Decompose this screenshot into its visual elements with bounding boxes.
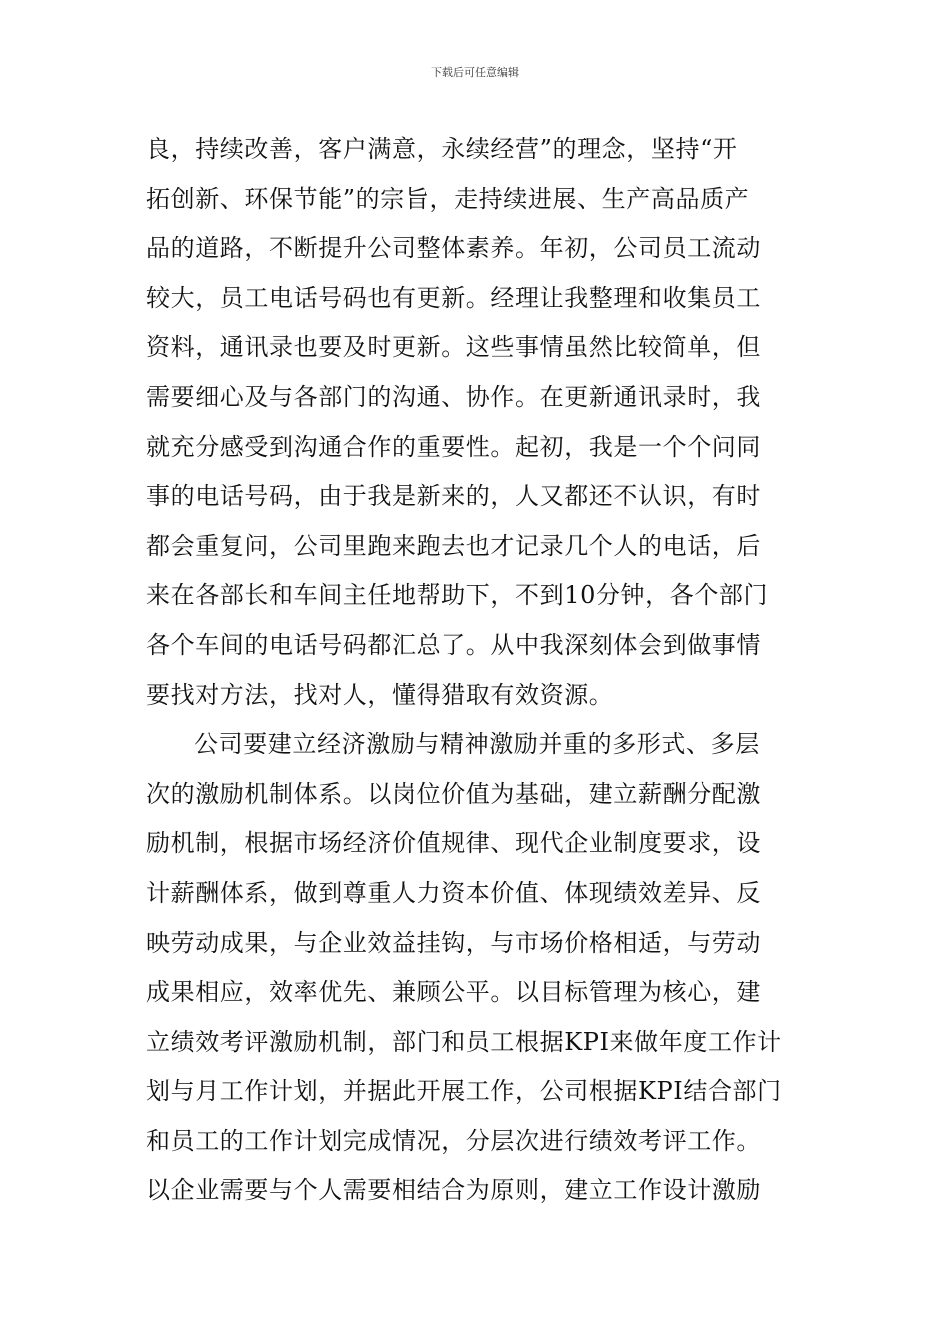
text-line: 就充分感受到沟通合作的重要性。起初，我是一个个问同 <box>146 432 761 461</box>
document-body <box>146 125 806 1216</box>
text-line: 拓创新、环保节能”的宗旨，走持续进展、生产高品质产 <box>146 184 750 213</box>
text-line: 需要细心及与各部门的沟通、协作。在更新通讯录时，我 <box>146 382 761 411</box>
text-line: 次的激励机制体系。以岗位价值为基础，建立薪酬分配激 <box>146 779 761 808</box>
text-line: 计薪酬体系，做到尊重人力资本价值、体现绩效差异、反 <box>146 878 761 907</box>
text-line: 和员工的工作计划完成情况，分层次进行绩效考评工作。 <box>146 1126 761 1155</box>
text-line: 都会重复问，公司里跑来跑去也才记录几个人的电话，后 <box>146 531 761 560</box>
text-line: 以企业需要与个人需要相结合为原则，建立工作设计激励 <box>146 1176 761 1205</box>
text-line: 映劳动成果，与企业效益挂钩，与市场价格相适，与劳动 <box>146 928 761 957</box>
page-header: 下载后可任意编辑 <box>431 66 519 79</box>
text-line: 成果相应，效率优先、兼顾公平。以目标管理为核心，建 <box>146 978 761 1007</box>
text-line: 良，持续改善，客户满意，永续经营”的理念，坚持“开 <box>146 135 738 163</box>
paragraph-start-line: 公司要建立经济激励与精神激励并重的多形式、多层 <box>194 730 760 759</box>
text-line: 各个车间的电话号码都汇总了。从中我深刻体会到做事情 <box>146 630 761 659</box>
text-line: 立绩效考评激励机制，部门和员工根据KPI来做年度工作计 <box>146 1027 782 1056</box>
text-line: 品的道路，不断提升公司整体素养。年初，公司员工流动 <box>146 234 761 263</box>
text-line: 事的电话号码，由于我是新来的，人又都还不认识，有时 <box>146 482 761 511</box>
text-line: 来在各部长和车间主任地帮助下，不到10分钟，各个部门 <box>146 581 769 610</box>
text-line: 较大，员工电话号码也有更新。经理让我整理和收集员工 <box>146 283 761 312</box>
text-line: 励机制，根据市场经济价值规律、现代企业制度要求，设 <box>146 829 761 858</box>
text-line: 资料，通讯录也要及时更新。这些事情虽然比较简单，但 <box>146 333 761 362</box>
text-line: 划与月工作计划，并据此开展工作，公司根据KPI结合部门 <box>146 1077 782 1106</box>
text-line: 要找对方法，找对人，懂得猎取有效资源。 <box>146 680 614 709</box>
